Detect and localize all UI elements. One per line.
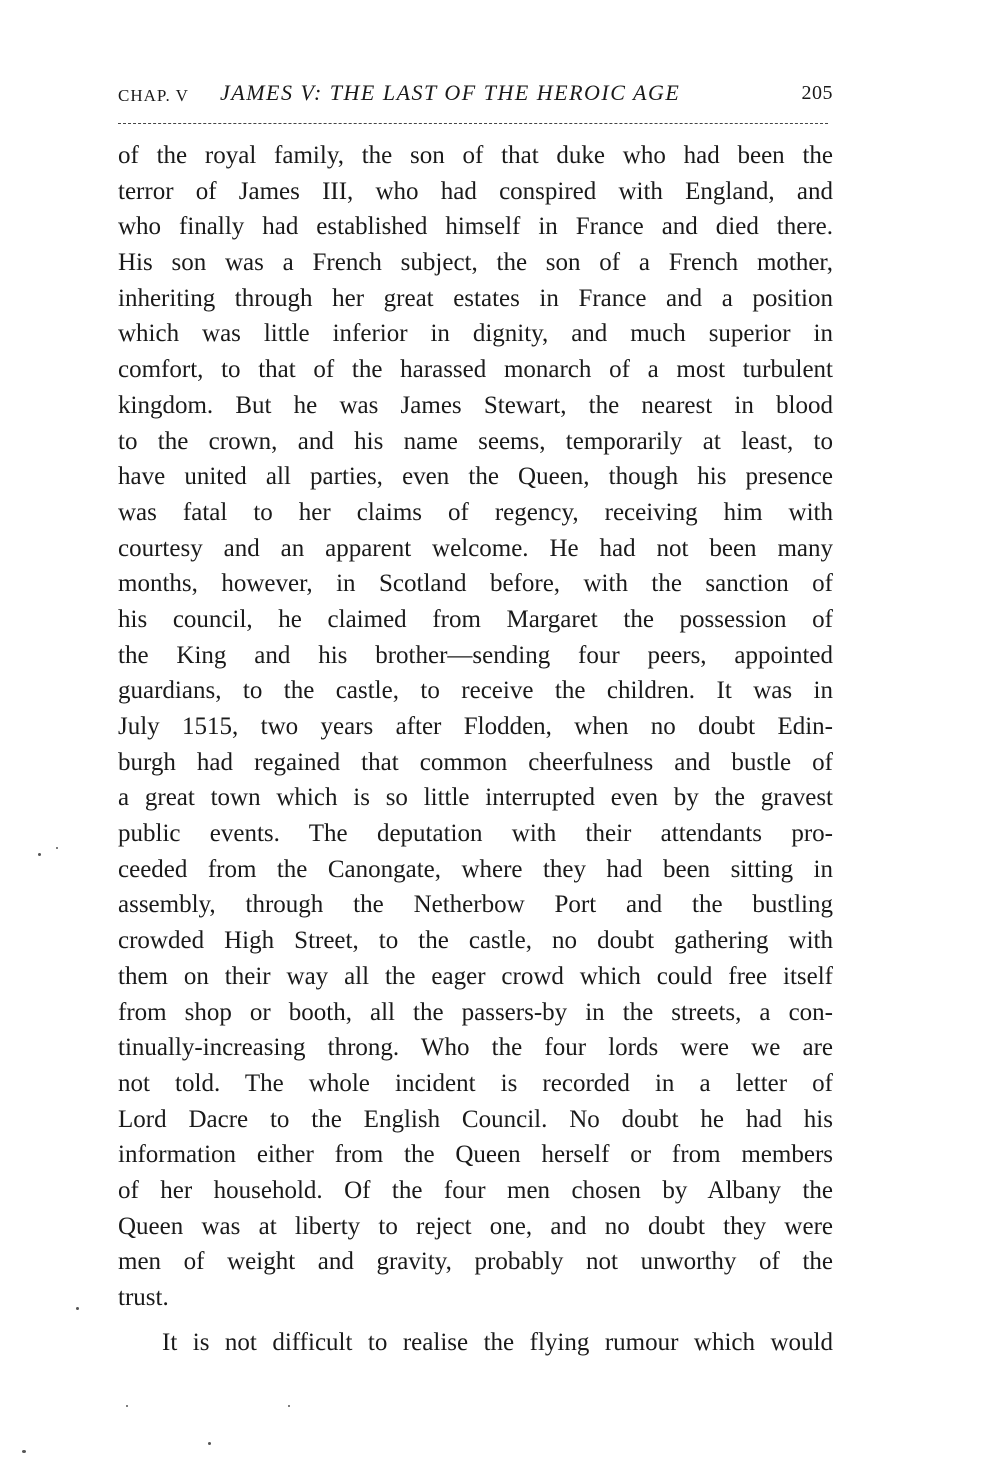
scan-speck: [76, 1307, 79, 1310]
scan-speck: [38, 853, 41, 856]
text-line: the King and his brother—sending four peers, appointed: [118, 641, 833, 669]
text-line: His son was a French subject, the son of a French mother,: [118, 249, 833, 277]
scan-speck: [208, 1442, 211, 1445]
text-line: burgh had regained that common cheerfulness and bustle of: [118, 748, 833, 776]
text-line: who finally had established himself in France and died there.: [118, 213, 833, 241]
text-line: inheriting through her great estates in France and a position: [118, 284, 833, 312]
scan-speck: [22, 1450, 26, 1453]
text-line: not told. The whole incident is recorded in a letter of: [118, 1069, 833, 1097]
chapter-title: JAMES V: THE LAST OF THE HEROIC AGE: [220, 80, 681, 105]
text-line: assembly, through the Netherbow Port and the bustling: [118, 891, 833, 919]
text-line: crowded High Street, to the castle, no doubt gathering with: [118, 927, 833, 955]
page-number: 205: [801, 82, 833, 104]
text-line: from shop or booth, all the passers-by in the streets, a con-: [118, 998, 833, 1026]
text-line: trust.: [118, 1284, 169, 1311]
paragraph-1: [118, 138, 833, 1316]
text-line: of the royal family, the son of that duke who had been the: [118, 142, 833, 169]
scan-speck: [126, 1405, 128, 1407]
text-line: information either from the Queen herself or from members: [118, 1141, 833, 1169]
paragraph-2: [118, 1325, 833, 1361]
text-line: It is not difficult to realise the flying rumour which would: [162, 1328, 833, 1356]
text-line: Lord Dacre to the English Council. No doubt he had his: [118, 1105, 833, 1133]
running-head: [118, 80, 833, 112]
text-line: which was little inferior in dignity, and much superior in: [118, 320, 833, 348]
text-line: to the crown, and his name seems, temporarily at least, to: [118, 427, 833, 455]
text-line: ceeded from the Canongate, where they had been sitting in: [118, 855, 833, 883]
text-line: was fatal to her claims of regency, receiving him with: [118, 498, 833, 526]
text-line: his council, he claimed from Margaret the possession of: [118, 605, 833, 633]
text-line: men of weight and gravity, probably not unworthy of the: [118, 1248, 833, 1276]
text-line: a great town which is so little interrupted even by the gravest: [118, 784, 833, 812]
text-line: tinually-increasing throng. Who the four lords were we are: [118, 1034, 833, 1062]
text-line: terror of James III, who had conspired with England, and: [118, 177, 833, 205]
text-line: kingdom. But he was James Stewart, the nearest in blood: [118, 391, 833, 419]
text-line: courtesy and an apparent welcome. He had not been many: [118, 534, 833, 562]
text-line: of her household. Of the four men chosen by Albany the: [118, 1176, 833, 1204]
scan-speck: [288, 1405, 290, 1407]
text-line: comfort, to that of the harassed monarch of a most turbulent: [118, 356, 833, 384]
text-line: July 1515, two years after Flodden, when no doubt Edin-: [118, 713, 833, 740]
text-line: Queen was at liberty to reject one, and no doubt they were: [118, 1212, 833, 1240]
text-line: have united all parties, even the Queen, though his presence: [118, 463, 833, 491]
scan-speck: [56, 847, 58, 849]
text-line: guardians, to the castle, to receive the children. It was in: [118, 677, 833, 705]
text-line: months, however, in Scotland before, with the sanction of: [118, 570, 833, 598]
header-rule: [118, 123, 828, 124]
chapter-label: CHAP. V: [118, 86, 189, 105]
body-text: [118, 138, 833, 1360]
text-line: public events. The deputation with their attendants pro-: [118, 820, 833, 848]
text-line: them on their way all the eager crowd which could free itself: [118, 962, 833, 990]
